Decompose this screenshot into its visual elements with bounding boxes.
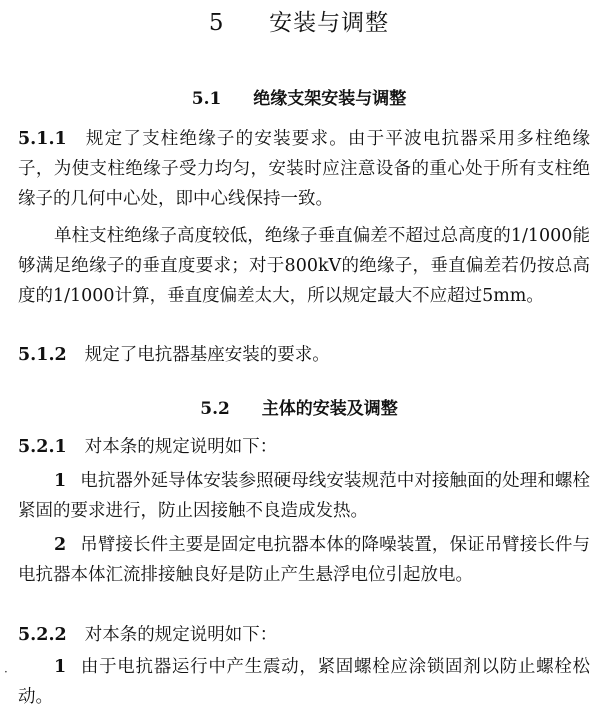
item-text: 由于电抗器运行中产生震动，紧固螺栓应涂锁固剂以防止螺栓松动。 <box>18 657 590 707</box>
item-number: 1 <box>54 657 67 677</box>
clause-5-1-1-para-2 <box>18 221 590 311</box>
section-title-5-1 <box>0 84 598 109</box>
clause-text: 规定了支柱绝缘子的安装要求。由于平波电抗器采用多柱绝缘子，为使支柱绝缘子受力均匀，安装时应注意设备的重心处于所有支柱绝缘子的几何中心处，即中心线保持一致。 <box>18 129 590 209</box>
clause-number: 5.2.2 <box>18 625 67 645</box>
clause-5-2-1-item-1 <box>18 466 590 526</box>
chapter-title <box>0 4 598 37</box>
clause-text: 单柱支柱绝缘子高度较低，绝缘子垂直偏差不超过总高度的1/1000能够满足绝缘子的垂直度要求；对于800kV的绝缘子，垂直偏差若仍按总高度的1/1000计算，垂直度偏差太大，所以规定最大不应超过5mm。 <box>18 226 590 306</box>
item-text: 电抗器外延导体安装参照硬母线安装规范中对接触面的处理和螺栓紧固的要求进行，防止因接触不良造成发热。 <box>18 471 590 521</box>
clause-5-2-1-item-2 <box>18 530 590 590</box>
clause-5-2-1 <box>18 432 590 462</box>
item-number: 1 <box>54 471 67 491</box>
clause-5-1-1 <box>18 124 590 214</box>
clause-5-2-2 <box>18 620 590 650</box>
clause-text: 对本条的规定说明如下： <box>84 437 278 457</box>
clause-number: 5.1.2 <box>18 345 67 365</box>
margin-mark: · <box>4 665 8 679</box>
section-title-text: 主体的安装及调整 <box>261 399 398 419</box>
section-title-5-2 <box>0 394 598 419</box>
clause-text: 规定了电抗器基座安装的要求。 <box>84 345 330 365</box>
section-number: 5.1 <box>191 89 222 109</box>
item-number: 2 <box>54 535 67 555</box>
chapter-number: 5 <box>208 10 225 36</box>
clause-number: 5.2.1 <box>18 437 67 457</box>
item-text: 吊臂接长件主要是固定电抗器本体的降噪装置，保证吊臂接长件与电抗器本体汇流排接触良好是防止产生悬浮电位引起放电。 <box>18 535 590 585</box>
clause-5-2-2-item-1 <box>18 652 590 712</box>
section-title-text: 绝缘支架安装与调整 <box>253 89 407 109</box>
clause-5-1-2 <box>18 340 590 370</box>
clause-number: 5.1.1 <box>18 129 67 149</box>
chapter-title-text: 安装与调整 <box>269 10 390 36</box>
section-number: 5.2 <box>200 399 230 419</box>
clause-text: 对本条的规定说明如下： <box>84 625 278 645</box>
